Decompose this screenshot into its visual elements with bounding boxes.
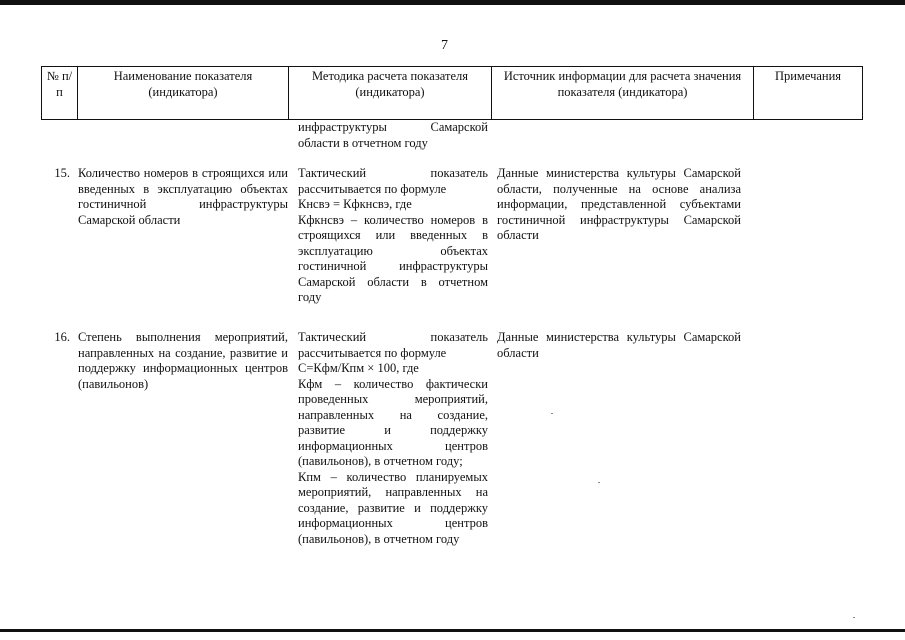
- row-16-source: Данные министерства культуры Самарской области: [497, 330, 741, 360]
- row-16-number: 16.: [54, 330, 70, 344]
- header-method: Методика расчета показателя (индикатора): [289, 67, 492, 120]
- row-15-formula: Кнсвэ = Кфкнсвэ, где: [298, 197, 412, 211]
- top-border: [0, 0, 905, 5]
- row-16-name: Степень выполнения мероприятий, направленных на создание, развитие и поддержку информационных центров (павильонов): [78, 330, 288, 391]
- scan-speck: [853, 617, 855, 618]
- row-16-method-definition-2: Кпм – количество планируемых мероприятий, направленных на создание, развитие и поддержку информационных центров (павильонов), в отчетном году: [298, 469, 488, 546]
- continuation-method: инфраструктуры Самарской области в отчетном году: [298, 120, 488, 150]
- row-16-method: [298, 330, 488, 547]
- row-16-formula: С=Кфм/Кпм × 100, где: [298, 361, 419, 375]
- header-num: № п/п: [42, 67, 78, 120]
- row-15-source: Данные министерства культуры Самарской области, полученные на основе анализа информации, представленной субъектами гостиничной инфраструктуры Самарской области: [497, 166, 741, 242]
- row-16-method-intro: Тактический показатель рассчитывается по формуле: [298, 330, 488, 360]
- row-15-method: [298, 166, 488, 306]
- row-15-number: 15.: [54, 166, 70, 180]
- row-15-method-intro: Тактический показатель рассчитывается по формуле: [298, 166, 488, 196]
- row-16-method-definition-1: Кфм – количество фактически проведенных мероприятий, направленных на создание, развитие и поддержку информационных центров (павильонов), в отчетном году;: [298, 376, 488, 468]
- header-row: [42, 67, 863, 120]
- header-source: Источник информации для расчета значения показателя (индикатора): [492, 67, 754, 120]
- row-15-name: Количество номеров в строящихся или введенных в эксплуатацию объектах гостиничной инфраструктуры Самарской области: [78, 166, 288, 227]
- table-header: [41, 66, 863, 120]
- row-15-method-definition: Кфкнсвэ – количество номеров в строящихся или введенных в эксплуатацию объектах гостиничной инфраструктуры Самарской области в отчетном году: [298, 212, 488, 304]
- scan-speck: [598, 482, 600, 483]
- page-number: 7: [441, 38, 448, 53]
- bottom-border: [0, 629, 905, 632]
- scan-speck: [551, 413, 553, 414]
- header-name: Наименование показателя (индикатора): [78, 67, 289, 120]
- header-notes: Примечания: [754, 67, 863, 120]
